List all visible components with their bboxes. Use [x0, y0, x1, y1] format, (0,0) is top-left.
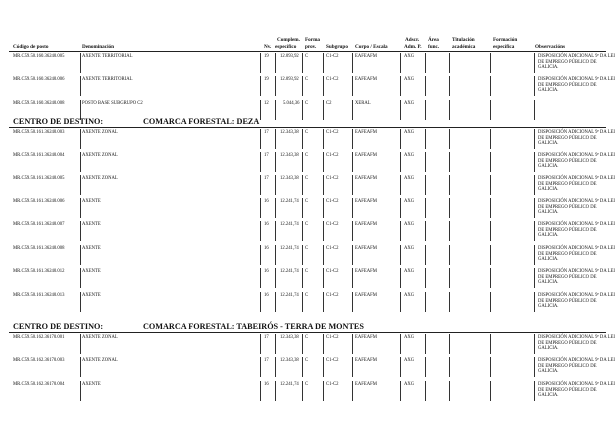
cell-level: 17 [264, 153, 269, 158]
cell-code: MR.C59.50.162.36170.004 [13, 382, 65, 387]
section-label: CENTRO DE DESTINO: [13, 322, 104, 331]
cell-obs: DISPOSICIÓN ADICIONAL 9ª DA LEI DE EMPREGO PÚBLICO DE GALICIA. [538, 335, 615, 352]
cell-level: 17 [264, 358, 269, 363]
header-corpo: Corpo / Escala [355, 44, 388, 50]
header-area-1: Área [428, 37, 439, 43]
cell-adscr: AXG [404, 153, 415, 158]
cell-comp: 12.343,38 [280, 335, 299, 340]
section-label: CENTRO DE DESTINO: [13, 117, 104, 126]
cell-name: AXENTE [82, 246, 101, 251]
cell-forma: C [305, 130, 309, 135]
cell-adscr: AXG [404, 382, 415, 387]
header-titulacion-1: Titulación [452, 37, 475, 43]
cell-code: MR.C59.50.161.36240.012 [13, 269, 65, 274]
cell-adscr: AXG [404, 176, 415, 181]
cell-corpo: EAFEAFM [355, 269, 377, 274]
table-row [0, 130, 615, 148]
cell-obs: DISPOSICIÓN ADICIONAL 9ª DA LEI DE EMPREGO PÚBLICO DE GALICIA. [538, 77, 615, 94]
section-header [13, 117, 260, 126]
cell-obs: DISPOSICIÓN ADICIONAL 9ª DA LEI DE EMPREGO PÚBLICO DE GALICIA. [538, 358, 615, 375]
table-row [0, 382, 615, 400]
header-adscr-1: Adscr. [405, 37, 420, 43]
cell-comp: 12.241,74 [280, 269, 299, 274]
cell-obs: DISPOSICIÓN ADICIONAL 9ª DA LEI DE EMPREGO PÚBLICO DE GALICIA. [538, 153, 615, 170]
cell-subgrupo: C1-C2 [326, 269, 339, 274]
cell-corpo: EAFEAFM [355, 77, 377, 82]
cell-subgrupo: C1-C2 [326, 382, 339, 387]
cell-comp: 12.343,38 [280, 358, 299, 363]
cell-code: MR.C59.50.160.36240.005 [13, 54, 65, 59]
cell-code: MR.C59.50.161.36240.013 [13, 293, 65, 298]
table-row [0, 358, 615, 376]
cell-level: 16 [264, 269, 269, 274]
cell-subgrupo: C1-C2 [326, 222, 339, 227]
cell-obs: DISPOSICIÓN ADICIONAL 9ª DA LEI DE EMPREGO PÚBLICO DE GALICIA. [538, 130, 615, 147]
header-area-2: func. [428, 44, 440, 50]
header-complemento-1: Complem. [277, 37, 300, 43]
cell-corpo: EAFEAFM [355, 246, 377, 251]
cell-corpo: EAFEAFM [355, 153, 377, 158]
cell-subgrupo: C1-C2 [326, 153, 339, 158]
header-nivel: Nv. [264, 44, 272, 50]
cell-name: AXENTE ZONAL [82, 176, 118, 181]
cell-corpo: EAFEAFM [355, 199, 377, 204]
cell-code: MR.C59.50.161.36240.003 [13, 130, 65, 135]
cell-adscr: AXG [404, 293, 415, 298]
cell-adscr: AXG [404, 222, 415, 227]
cell-code: MR.C59.50.161.36240.004 [13, 153, 65, 158]
cell-level: 17 [264, 130, 269, 135]
section-rule [9, 332, 606, 333]
section-rule [9, 127, 606, 128]
header-formacion-1: Formación [493, 37, 518, 43]
header-adscr-2: Adm. P. [404, 44, 422, 50]
cell-obs: DISPOSICIÓN ADICIONAL 9ª DA LEI DE EMPREGO PÚBLICO DE GALICIA. [538, 293, 615, 310]
cell-comp: 12.241,74 [280, 293, 299, 298]
cell-corpo: EAFEAFM [355, 176, 377, 181]
cell-name: AXENTE ZONAL [82, 130, 118, 135]
cell-subgrupo: C1-C2 [326, 77, 339, 82]
cell-comp: 12.093,92 [280, 54, 299, 59]
header-forma-1: Forma [305, 37, 320, 43]
header-titulacion-2: académica [452, 44, 476, 50]
cell-forma: C [305, 269, 309, 274]
cell-subgrupo: C2 [326, 101, 332, 106]
cell-name: AXENTE ZONAL [82, 153, 118, 158]
cell-obs: DISPOSICIÓN ADICIONAL 9ª DA LEI DE EMPREGO PÚBLICO DE GALICIA. [538, 269, 615, 286]
cell-forma: C [305, 358, 309, 363]
cell-obs: DISPOSICIÓN ADICIONAL 9ª DA LEI DE EMPREGO PÚBLICO DE GALICIA. [538, 246, 615, 263]
cell-name: AXENTE [82, 222, 101, 227]
cell-name: AXENTE TERRITORIAL [82, 77, 133, 82]
cell-comp: 12.343,38 [280, 153, 299, 158]
cell-level: 17 [264, 335, 269, 340]
cell-subgrupo: C1-C2 [326, 199, 339, 204]
cell-code: MR.C59.50.162.36170.001 [13, 335, 65, 340]
cell-code: MR.C59.50.161.36240.006 [13, 199, 65, 204]
cell-obs: DISPOSICIÓN ADICIONAL 9ª DA LEI DE EMPREGO PÚBLICO DE GALICIA. [538, 54, 615, 71]
header-observacions: Observacións [535, 44, 565, 50]
cell-comp: 12.241,74 [280, 222, 299, 227]
header-subgrupo: Subgrupo [326, 44, 348, 50]
cell-comp: 12.241,74 [280, 199, 299, 204]
cell-adscr: AXG [404, 335, 415, 340]
cell-comp: 5.044,36 [283, 101, 300, 106]
cell-level: 16 [264, 222, 269, 227]
cell-subgrupo: C1-C2 [326, 246, 339, 251]
cell-corpo: EAFEAFM [355, 382, 377, 387]
cell-subgrupo: C1-C2 [326, 358, 339, 363]
cell-comp: 12.343,38 [280, 130, 299, 135]
cell-adscr: AXG [404, 358, 415, 363]
cell-code: MR.C59.50.161.36240.005 [13, 176, 65, 181]
cell-obs: DISPOSICIÓN ADICIONAL 9ª DA LEI DE EMPREGO PÚBLICO DE GALICIA. [538, 176, 615, 193]
section-name: COMARCA FORESTAL: TABEIRÓS - TERRA DE MONTES [143, 322, 364, 331]
table-row [0, 199, 615, 217]
cell-adscr: AXG [404, 269, 415, 274]
cell-level: 19 [264, 54, 269, 59]
cell-forma: C [305, 199, 309, 204]
table-row [0, 293, 615, 311]
cell-level: 16 [264, 246, 269, 251]
cell-corpo: XERAL [355, 101, 371, 106]
cell-corpo: EAFEAFM [355, 222, 377, 227]
cell-code: MR.C59.50.161.36240.008 [13, 246, 65, 251]
header-complemento-2: específico [275, 44, 297, 50]
cell-corpo: EAFEAFM [355, 130, 377, 135]
cell-name: AXENTE [82, 293, 101, 298]
cell-comp: 12.093,92 [280, 77, 299, 82]
table-row [0, 77, 615, 95]
header-rule [9, 51, 606, 52]
table-row [0, 222, 615, 240]
cell-level: 17 [264, 176, 269, 181]
table-row [0, 246, 615, 264]
cell-comp: 12.343,38 [280, 176, 299, 181]
cell-forma: C [305, 382, 309, 387]
cell-subgrupo: C1-C2 [326, 54, 339, 59]
header-denominacion: Denominación [82, 44, 114, 50]
cell-name: AXENTE ZONAL [82, 335, 118, 340]
cell-adscr: AXG [404, 199, 415, 204]
table-row [0, 153, 615, 171]
cell-level: 16 [264, 293, 269, 298]
cell-forma: C [305, 54, 309, 59]
section-header [13, 322, 364, 331]
cell-code: MR.C59.50.160.36240.006 [13, 77, 65, 82]
cell-corpo: EAFEAFM [355, 54, 377, 59]
cell-subgrupo: C1-C2 [326, 335, 339, 340]
cell-corpo: EAFEAFM [355, 358, 377, 363]
cell-comp: 12.241,74 [280, 382, 299, 387]
header-forma-2: prov. [305, 44, 317, 50]
cell-adscr: AXG [404, 77, 415, 82]
cell-subgrupo: C1-C2 [326, 130, 339, 135]
table-row [0, 176, 615, 194]
cell-corpo: EAFEAFM [355, 293, 377, 298]
table-row [0, 269, 615, 287]
cell-forma: C [305, 176, 309, 181]
cell-level: 12 [264, 101, 269, 106]
cell-adscr: AXG [404, 54, 415, 59]
cell-forma: C [305, 293, 309, 298]
cell-adscr: AXG [404, 130, 415, 135]
cell-code: MR.C59.50.162.36170.003 [13, 358, 65, 363]
cell-level: 19 [264, 77, 269, 82]
table-row [0, 54, 615, 72]
cell-obs: DISPOSICIÓN ADICIONAL 9ª DA LEI DE EMPREGO PÚBLICO DE GALICIA. [538, 222, 615, 239]
cell-adscr: AXG [404, 101, 415, 106]
cell-adscr: AXG [404, 246, 415, 251]
cell-comp: 12.241,74 [280, 246, 299, 251]
cell-level: 16 [264, 382, 269, 387]
cell-subgrupo: C1-C2 [326, 293, 339, 298]
cell-name: AXENTE [82, 199, 101, 204]
cell-obs: DISPOSICIÓN ADICIONAL 9ª DA LEI DE EMPREGO PÚBLICO DE GALICIA. [538, 382, 615, 399]
cell-name: AXENTE [82, 382, 101, 387]
cell-name: AXENTE ZONAL [82, 358, 118, 363]
cell-subgrupo: C1-C2 [326, 176, 339, 181]
cell-level: 16 [264, 199, 269, 204]
cell-name: AXENTE TERRITORIAL [82, 54, 133, 59]
cell-code: MR.C59.50.160.36240.008 [13, 101, 65, 106]
cell-forma: C [305, 335, 309, 340]
header-codigo: Código de posto [13, 44, 49, 50]
cell-forma: C [305, 101, 309, 106]
cell-forma: C [305, 222, 309, 227]
cell-name: POSTO BASE SUBGRUPO C2 [82, 101, 143, 106]
cell-code: MR.C59.50.161.36240.007 [13, 222, 65, 227]
cell-obs: DISPOSICIÓN ADICIONAL 9ª DA LEI DE EMPREGO PÚBLICO DE GALICIA. [538, 199, 615, 216]
cell-forma: C [305, 77, 309, 82]
cell-corpo: EAFEAFM [355, 335, 377, 340]
header-formacion-2: específica [493, 44, 515, 50]
section-name: COMARCA FORESTAL: DEZA [143, 117, 260, 126]
cell-forma: C [305, 153, 309, 158]
cell-forma: C [305, 246, 309, 251]
table-row [0, 335, 615, 353]
cell-name: AXENTE [82, 269, 101, 274]
